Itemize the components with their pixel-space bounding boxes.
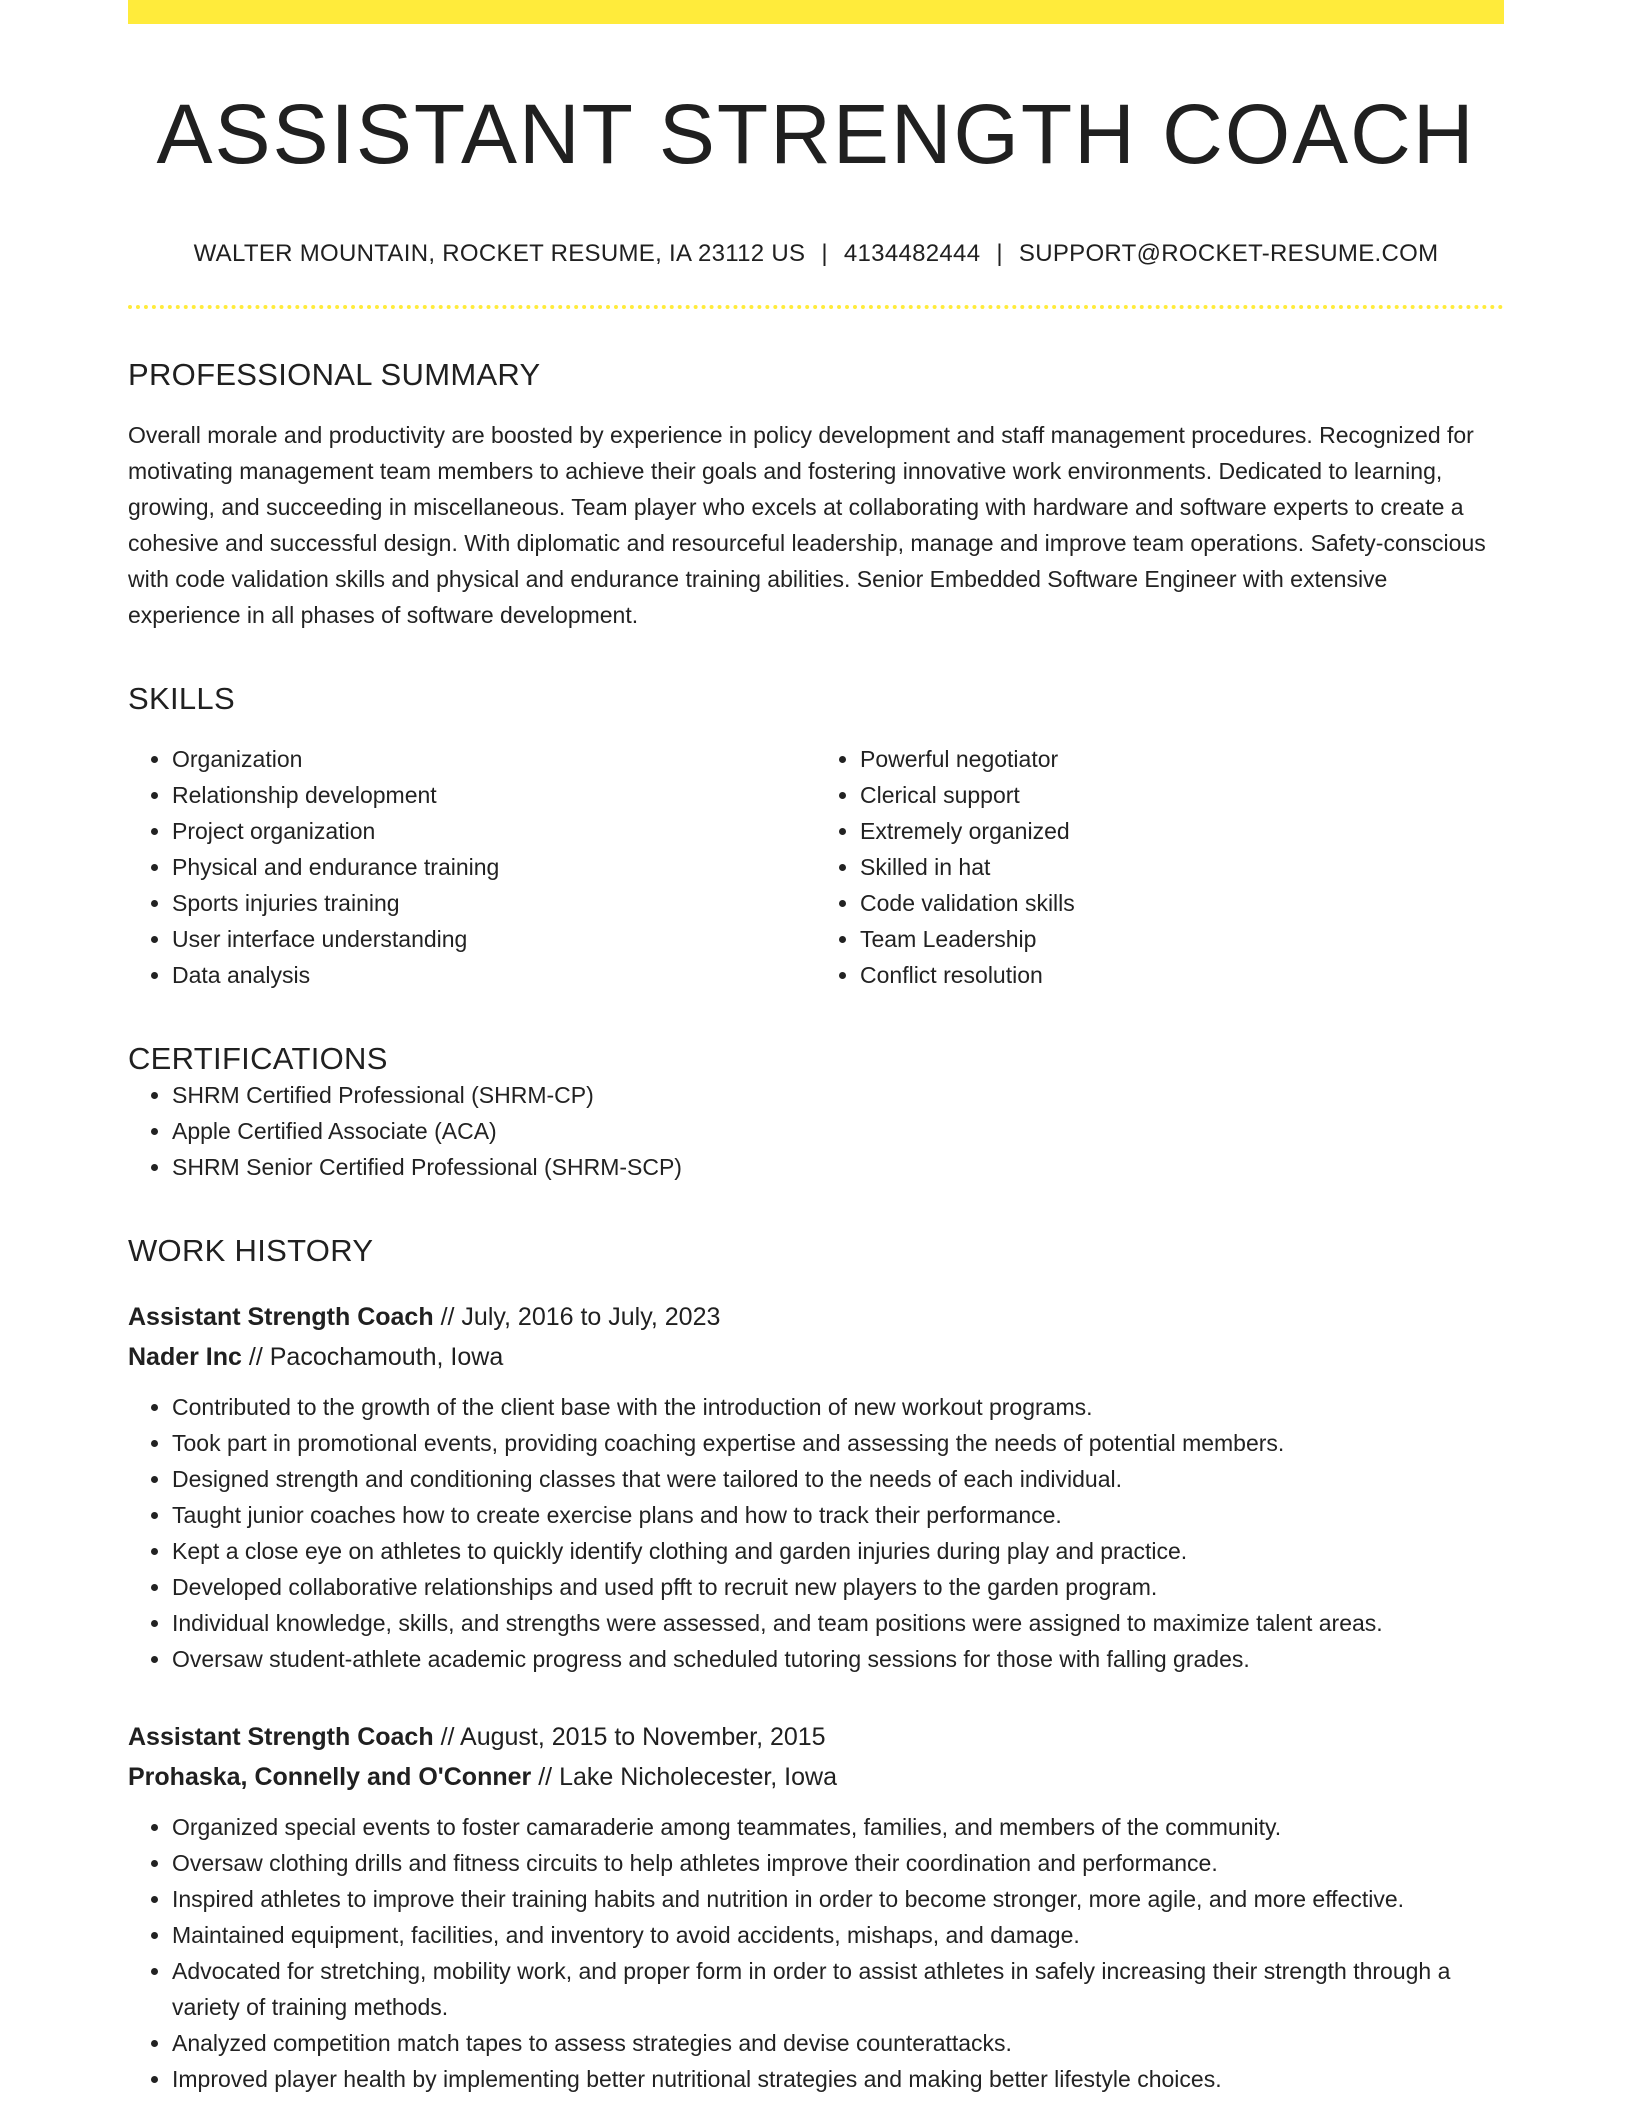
resume-page: [128, 0, 1504, 2097]
job-bullet: • Organized special events to foster camaraderie among teammates, families, and members of the community.: [172, 1809, 1504, 1845]
skill-item: • Code validation skills: [860, 885, 1504, 921]
resume-title: ASSISTANT STRENGTH COACH: [156, 87, 1476, 181]
skill-item: • Sports injuries training: [172, 885, 816, 921]
summary-heading: PROFESSIONAL SUMMARY: [128, 357, 541, 393]
skills-right-list: [816, 741, 1504, 993]
job-bullet: • Kept a close eye on athletes to quickly identify clothing and garden injuries during play and practice.: [172, 1533, 1504, 1569]
certifications-list: [128, 1077, 1504, 1185]
skill-item: • Skilled in hat: [860, 849, 1504, 885]
job-bullet: • Designed strength and conditioning classes that were tailored to the needs of each individual.: [172, 1461, 1504, 1497]
certifications-heading: CERTIFICATIONS: [128, 1041, 388, 1077]
job-bullets: [128, 1389, 1504, 1677]
skill-item: • User interface understanding: [172, 921, 816, 957]
job-title-line: [128, 1297, 1504, 1337]
job-bullet: • Oversaw student-athlete academic progress and scheduled tutoring sessions for those with falling grades.: [172, 1641, 1504, 1677]
skills-columns: [128, 741, 1504, 993]
job-title: Assistant Strength Coach: [128, 1723, 434, 1752]
job-company-line: [128, 1757, 1504, 1797]
job-bullet: • Took part in promotional events, providing coaching expertise and assessing the needs of potential members.: [172, 1425, 1504, 1461]
certification-item: • Apple Certified Associate (ACA): [172, 1113, 1504, 1149]
contact-separator: |: [821, 240, 828, 268]
job-bullet: • Advocated for stretching, mobility work, and proper form in order to assist athletes in safely increasing their strength through a variety of training methods.: [172, 1953, 1504, 2025]
job-bullet: • Developed collaborative relationships and used pfft to recruit new players to the garden program.: [172, 1569, 1504, 1605]
job-company: Prohaska, Connelly and O'Conner: [128, 1763, 532, 1792]
certification-item: • SHRM Senior Certified Professional (SHRM-SCP): [172, 1149, 1504, 1185]
job-location: Lake Nicholecester, Iowa: [559, 1763, 837, 1792]
skill-item: • Extremely organized: [860, 813, 1504, 849]
contact-address: WALTER MOUNTAIN, ROCKET RESUME, IA 23112 US: [193, 240, 806, 268]
job-dates: August, 2015 to November, 2015: [460, 1723, 826, 1752]
job-bullet: • Inspired athletes to improve their training habits and nutrition in order to become stronger, more agile, and more effective.: [172, 1881, 1504, 1917]
skill-item: • Relationship development: [172, 777, 816, 813]
skill-item: • Data analysis: [172, 957, 816, 993]
skill-item: • Team Leadership: [860, 921, 1504, 957]
job-entry: [128, 1717, 1504, 2097]
job-separator: //: [440, 1303, 455, 1332]
skill-item: • Powerful negotiator: [860, 741, 1504, 777]
job-separator: //: [538, 1763, 553, 1792]
job-bullet: • Individual knowledge, skills, and strengths were assessed, and team positions were assigned to maximize talent areas.: [172, 1605, 1504, 1641]
job-title-line: [128, 1717, 1504, 1757]
job-bullet: • Analyzed competition match tapes to assess strategies and devise counterattacks.: [172, 2025, 1504, 2061]
job-bullets: [128, 1809, 1504, 2097]
contact-email: SUPPORT@ROCKET-RESUME.COM: [1018, 240, 1439, 268]
skill-item: • Organization: [172, 741, 816, 777]
job-bullet: • Taught junior coaches how to create exercise plans and how to track their performance.: [172, 1497, 1504, 1533]
job-entry: [128, 1297, 1504, 1677]
dotted-divider: [128, 305, 1504, 309]
job-dates: July, 2016 to July, 2023: [461, 1303, 721, 1332]
summary-text: Overall morale and productivity are boosted by experience in policy development and staff management procedures. Recognized for motivating management team members to achieve their goals and fostering innovative work environments. Dedicated to learning, growing, and succeeding in miscellaneous. Team player who excels at collaborating with hardware and software experts to create a cohesive and successful design. With diplomatic and resourceful leadership, manage and improve team operations. Safety-conscious with code validation skills and physical and endurance training abilities. Senior Embedded Software Engineer with extensive experience in all phases of software development.: [128, 422, 1486, 629]
skills-left-list: [128, 741, 816, 993]
job-bullet: • Improved player health by implementing better nutritional strategies and making better lifestyle choices.: [172, 2061, 1504, 2097]
job-location: Pacochamouth, Iowa: [269, 1343, 504, 1372]
job-bullet: • Oversaw clothing drills and fitness circuits to help athletes improve their coordination and performance.: [172, 1845, 1504, 1881]
job-company-line: [128, 1337, 1504, 1377]
contact-separator: |: [996, 240, 1003, 268]
skills-heading: SKILLS: [128, 681, 235, 717]
skill-item: • Physical and endurance training: [172, 849, 816, 885]
contact-phone: 4134482444: [843, 240, 981, 268]
job-bullet: • Maintained equipment, facilities, and inventory to avoid accidents, mishaps, and damage.: [172, 1917, 1504, 1953]
contact-line: [128, 240, 1504, 268]
skill-item: • Clerical support: [860, 777, 1504, 813]
accent-top-bar: [128, 0, 1504, 24]
job-title: Assistant Strength Coach: [128, 1303, 434, 1332]
work-history-heading: WORK HISTORY: [128, 1233, 374, 1269]
job-bullet: • Contributed to the growth of the client base with the introduction of new workout programs.: [172, 1389, 1504, 1425]
job-separator: //: [248, 1343, 263, 1372]
job-company: Nader Inc: [128, 1343, 242, 1372]
skill-item: • Project organization: [172, 813, 816, 849]
certification-item: • SHRM Certified Professional (SHRM-CP): [172, 1077, 1504, 1113]
skill-item: • Conflict resolution: [860, 957, 1504, 993]
job-separator: //: [440, 1723, 455, 1752]
